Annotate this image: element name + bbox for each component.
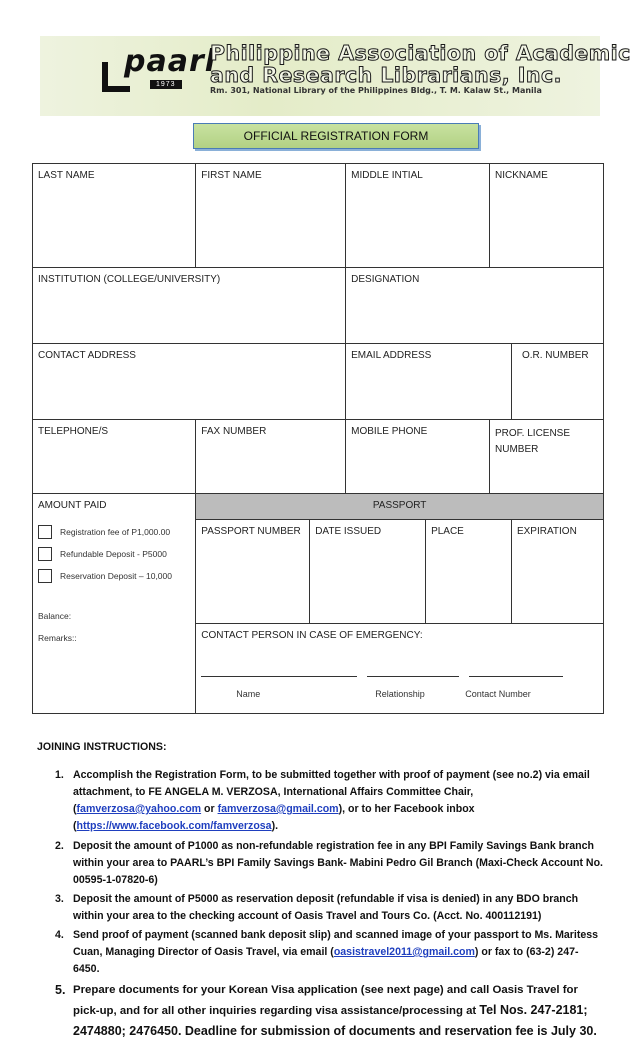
last-name-field[interactable]: [33, 164, 196, 268]
emergency-contact-label: CONTACT PERSON IN CASE OF EMERGENCY:: [201, 630, 423, 641]
relationship-line: [367, 667, 459, 677]
payment-option-label: Registration fee of P1,000.00: [60, 527, 171, 537]
or-number-label: O.R. NUMBER: [521, 350, 589, 361]
amount-paid-section: [33, 494, 196, 714]
joining-instructions: [37, 741, 603, 1044]
expiration-field[interactable]: [511, 520, 603, 624]
last-name-label: LAST NAME: [38, 170, 95, 181]
prof-license-field[interactable]: [490, 420, 604, 494]
date-issued-label: DATE ISSUED: [315, 526, 382, 537]
relationship-caption: Relationship: [375, 689, 425, 699]
fax-label: FAX NUMBER: [201, 426, 267, 437]
or-number-field[interactable]: [511, 344, 603, 420]
email-link[interactable]: oasistravel2011@gmail.com: [333, 946, 475, 958]
instruction-text: Prepare documents for your Korean Visa application (see next page) and call Oasis Travel for pick-up, and for all other inquiries regarding visa assistance/processing at: [73, 984, 578, 1017]
first-name-label: FIRST NAME: [201, 170, 262, 181]
place-field[interactable]: [426, 520, 512, 624]
contact-number-line: [469, 667, 563, 677]
signature-lines: [201, 667, 598, 677]
instruction-item: [37, 767, 603, 835]
email-field[interactable]: [346, 344, 512, 420]
date-issued-field[interactable]: [310, 520, 426, 624]
passport-header: PASSPORT: [196, 494, 604, 520]
payment-option-row: [38, 547, 190, 561]
logo-text: paarl: [124, 44, 217, 79]
item-number: 1.: [55, 769, 64, 781]
instruction-text: ), or to her Facebook inbox (: [73, 803, 475, 832]
email-link[interactable]: famverzosa@gmail.com: [217, 803, 339, 815]
payment-option-row: [38, 525, 190, 539]
designation-field[interactable]: [346, 268, 604, 344]
name-caption: Name: [236, 689, 261, 699]
instruction-text: ).: [271, 820, 279, 832]
prof-license-label: PROF. LICENSE NUMBER: [495, 428, 571, 455]
email-label: EMAIL ADDRESS: [351, 350, 432, 361]
registration-form-table: [32, 163, 604, 714]
signature-captions: [201, 689, 598, 705]
mobile-phone-field[interactable]: [346, 420, 490, 494]
name-line: [201, 667, 357, 677]
org-name-line2: and Research Librarians, Inc.: [210, 63, 562, 87]
item-number: 4.: [55, 929, 64, 941]
instruction-item: [37, 891, 603, 925]
fax-field[interactable]: [196, 420, 346, 494]
nickname-field[interactable]: [490, 164, 604, 268]
remarks-label: Remarks::: [38, 633, 77, 643]
contact-address-field[interactable]: [33, 344, 346, 420]
designation-label: DESIGNATION: [351, 274, 420, 285]
contact-address-label: CONTACT ADDRESS: [38, 350, 136, 361]
header-banner: [40, 36, 631, 116]
instruction-text: Deposit the amount of P1000 as non-refundable registration fee in any BPI Family Savings Bank branch within your area to PAARL’s BPI Family Savings Bank- Mabini Pedro Gil Branch (Maxi-Check Account No. 00595-1-07820-6): [73, 840, 603, 886]
expiration-label: EXPIRATION: [516, 526, 577, 537]
item-number: 5.: [55, 983, 66, 997]
instruction-text-emphasis: Tel Nos. 247-2181; 2474880; 2476450. Deadline for submission of documents and reservation fee is July 30.: [73, 1003, 597, 1038]
balance-label: Balance:: [38, 611, 72, 621]
instruction-text: Send proof of payment (scanned bank deposit slip) and scanned image of your passport to Ms. Maritess Cuan, Managing Director of Oasis Travel, via email (: [73, 929, 599, 958]
refundable-deposit-checkbox[interactable]: [38, 547, 52, 561]
instruction-item: [37, 980, 603, 1042]
facebook-link[interactable]: https://www.facebook.com/famverzosa: [76, 820, 272, 832]
org-name-line1: Philippine Association of Academic: [210, 41, 631, 65]
first-name-field[interactable]: [196, 164, 346, 268]
middle-initial-field[interactable]: [346, 164, 490, 268]
instruction-text: or: [201, 803, 218, 815]
instructions-list: [37, 767, 603, 1042]
nickname-label: NICKNAME: [495, 170, 548, 181]
institution-field[interactable]: [33, 268, 346, 344]
instruction-item: [37, 927, 603, 978]
passport-number-label: PASSPORT NUMBER: [201, 526, 301, 537]
telephone-field[interactable]: [33, 420, 196, 494]
place-label: PLACE: [431, 526, 464, 537]
item-number: 3.: [55, 893, 64, 905]
instruction-text: ) or fax to (63-2) 247-6450.: [73, 946, 579, 975]
organization-address: Rm. 301, National Library of the Philippines Bldg., T. M. Kalaw St., Manila: [210, 86, 542, 95]
mobile-phone-label: MOBILE PHONE: [351, 426, 428, 437]
logo-year: 1973: [150, 80, 182, 89]
instruction-text: Deposit the amount of P5000 as reservation deposit (refundable if visa is denied) in any BDO branch within your area to the checking account of Oasis Travel and Tours Co. (Acct. No. 400112191): [73, 893, 579, 922]
payment-option-row: [38, 569, 190, 583]
amount-paid-label: AMOUNT PAID: [38, 500, 107, 511]
organization-name: [210, 42, 631, 86]
passport-number-field[interactable]: [196, 520, 310, 624]
telephone-label: TELEPHONE/S: [38, 426, 109, 437]
instruction-item: [37, 838, 603, 889]
email-link[interactable]: famverzosa@yahoo.com: [76, 803, 202, 815]
registration-fee-checkbox[interactable]: [38, 525, 52, 539]
payment-option-label: Reservation Deposit – 10,000: [60, 571, 172, 581]
instructions-heading: JOINING INSTRUCTIONS:: [37, 741, 167, 753]
instruction-text: Accomplish the Registration Form, to be submitted together with proof of payment (see no.2) via email attachment, to FE ANGELA M. VERZOSA, International Affairs Committee Chair, (: [73, 769, 590, 815]
contact-number-caption: Contact Number: [465, 689, 531, 699]
payment-option-label: Refundable Deposit - P5000: [60, 549, 167, 559]
item-number: 2.: [55, 840, 64, 852]
form-title: OFFICIAL REGISTRATION FORM: [193, 123, 479, 149]
emergency-contact-field[interactable]: [196, 624, 604, 714]
institution-label: INSTITUTION (COLLEGE/UNIVERSITY): [38, 274, 221, 285]
reservation-deposit-checkbox[interactable]: [38, 569, 52, 583]
middle-initial-label: MIDDLE INTIAL: [351, 170, 423, 181]
paarl-logo: [102, 44, 222, 92]
